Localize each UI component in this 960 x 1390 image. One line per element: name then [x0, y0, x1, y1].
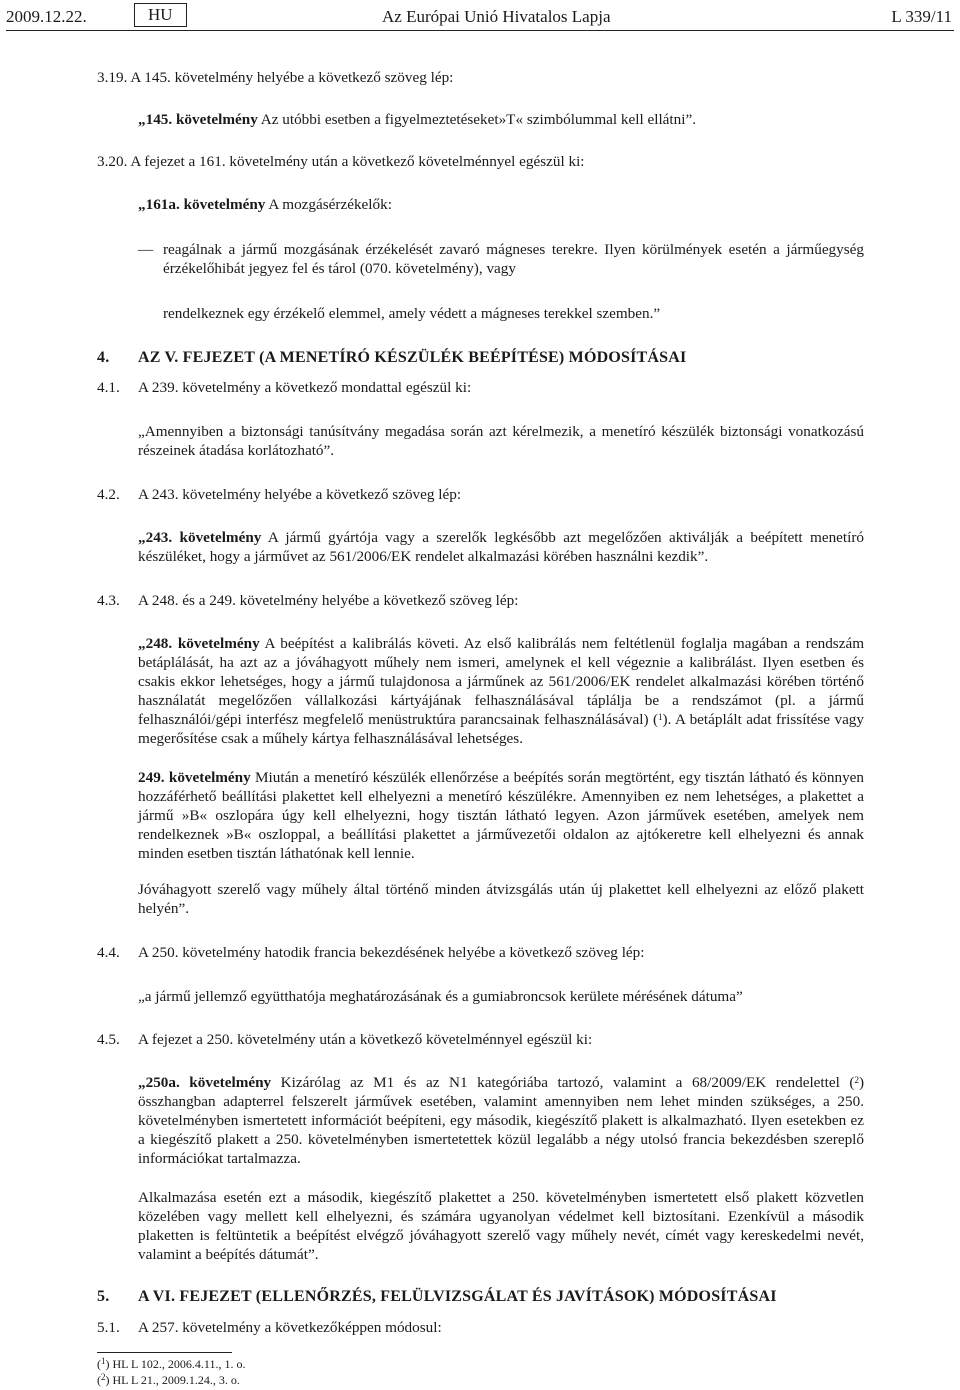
- quote-250a: [138, 1073, 864, 1168]
- para-number: 4.1.: [97, 379, 120, 396]
- req-text: Miután a menetíró készülék ellenőrzése a beépítés során megtörtént, egy tisztán látható és könnyen hozzáférhető beállítási plakettet kell elhelyezni a menetíró készülékre. Amennyiben ez nem lehetséges, a plakettet a jármű »B« oszlopára úgy kell elhelyezni, hogy tisztán látható legyen. Azon járművek esetében, amelyek nem rendelkeznek »B« oszloppal, a beállítási plakettet a járművezetői oldalon az ajtókeretre kell elhelyezni és annak minden esetben tisztán láthatónak kell lennie.: [138, 769, 864, 862]
- para-number: 4.5.: [97, 1031, 120, 1048]
- req-text: Az utóbbi esetben a figyelmeztetéseket»T« szimbólummal kell ellátni”.: [257, 111, 696, 128]
- para-text: A fejezet a 250. követelmény után a következő követelménnyel egészül ki:: [138, 1031, 593, 1048]
- req-text: Kizárólag az M1 és az N1 kategóriába tartozó, valamint a 68/2009/EK rendelettel (: [271, 1074, 855, 1091]
- para-number: 4.3.: [97, 592, 120, 609]
- req-label: 249. követelmény: [138, 769, 251, 786]
- req-text: ) összhangban adapterrel felszerelt járművek esetében, valamint amennyiben nem lehet minden szükséges, a 250. követelményben ismertetett információt beépíteni, egy második, kiegészítő plakett is alkalmazható. Ilyen esetekben ez a kiegészítő plakett a 250. követelményben ismertetettek közül legalább a négy utolsó francia bekezdésben szereplő információkat tartalmazza.: [138, 1074, 864, 1167]
- quote-145: [138, 110, 864, 129]
- journal-title: Az Európai Unió Hivatalos Lapja: [382, 7, 611, 26]
- section-title: AZ V. FEJEZET (A MENETÍRÓ KÉSZÜLÉK BEÉPÍTÉSE) MÓDOSÍTÁSAI: [138, 349, 687, 366]
- para-text: A 250. követelmény hatodik francia bekezdésének helyébe a következő szöveg lép:: [138, 944, 645, 961]
- section-number: 4.: [97, 349, 110, 366]
- para-number: 4.2.: [97, 486, 120, 503]
- footnote-ref[interactable]: 2: [854, 1075, 859, 1085]
- req-text: A mozgásérzékelők:: [265, 196, 392, 213]
- language-badge: HU: [134, 3, 187, 27]
- req-label: „161a. követelmény: [138, 196, 266, 213]
- list-item: reagálnak a jármű mozgásának érzékelését zavaró mágneses terekre. Ilyen körülmények esetén a járműegység érzékelőhibát jegyez fel és tárol (070. követelmény), vagy: [163, 241, 864, 277]
- para-text: A 257. követelmény a következőképpen módosul:: [138, 1319, 442, 1336]
- footnote-text: HL L 102., 2006.4.11., 1. o.: [112, 1357, 246, 1371]
- header-rule: [6, 30, 954, 31]
- req-label: „243. követelmény: [138, 529, 262, 546]
- footnote: ($^1$) HL L 102., 2006.4.11., 1. o.: [97, 1356, 246, 1371]
- list-item: rendelkeznek egy érzékelő elemmel, amely védett a mágneses terekkel szemben.”: [163, 305, 661, 322]
- section-number: 5.: [97, 1288, 110, 1305]
- quote-249-cont: Jóváhagyott szerelő vagy műhely által történő minden átvizsgálás után új plakettet kell elhelyezni az előző plakett helyén”.: [138, 881, 864, 917]
- para-text: A 243. követelmény helyébe a következő szöveg lép:: [138, 486, 462, 503]
- req-label: „145. követelmény: [138, 111, 258, 128]
- quote-239: „Amennyiben a biztonsági tanúsítvány megadása során azt kérelmezik, a menetíró készülék biztonsági vonatkozású részeinek átadása korlátozható”.: [138, 423, 864, 459]
- publication-date: 2009.12.22.: [6, 7, 87, 26]
- quote-243: [138, 528, 864, 566]
- req-label: „248. követelmény: [138, 635, 260, 652]
- footnote-text: HL L 21., 2009.1.24., 3. o.: [112, 1373, 240, 1387]
- footnote-ref[interactable]: 1: [658, 712, 663, 722]
- req-label: „250a. követelmény: [138, 1074, 272, 1091]
- req-text: ). A betáplált adat frissítése vagy megerősítése csak a műhely kártya felhasználásával lehetséges.: [138, 711, 864, 747]
- page-header: [0, 6, 960, 30]
- req-text: A beépítést a kalibrálás követi. Az első kalibrálás nem feltétlenül foglalja magában a rendszám betáplálását, ha azt az a jóváhagyott műhely nem ismeri, amelynek el kell végeznie a kalibrálást. Ilyen esetben és csakis ekkor lehetséges, hogy a jármű tulajdonosa a járműnek az 561/2006/EK rendelet alkalmazási körében történő használatát megelőzően vállalkozási kártyájának felhasználásával táplálja be a rendszámot (pl. a jármű felhasználói/gépi interfész megfelelő menüstruktúra parancsainak felhasználásával) (: [138, 635, 865, 728]
- quote-248: [138, 634, 864, 748]
- footnote-mark: 1: [101, 1356, 106, 1366]
- quote-250a-cont: Alkalmazása esetén ezt a második, kiegészítő plakettet a 250. követelményben ismertetett első plakett közvetlen közelében vagy mellett kell elhelyezni, és számára ugyanolyan védelmet kell biztosítani. Ezenkívül a második plaketten is feltüntetik a beépítést elvégző jóváhagyott szerelő vagy műhely nevét, címét vagy kereskedelmi nevét, valamint a beépítés dátumát”.: [138, 1189, 864, 1263]
- page-number: L 339/11: [891, 7, 952, 26]
- req-text: A jármű gyártója vagy a szerelők legkésőbb azt megelőzően aktiválják a beépített menetíró készüléket, hogy a járművet az 561/2006/EK rendelet alkalmazási körében használni kezdik”.: [138, 529, 865, 565]
- footnote-mark: 2: [101, 1372, 106, 1382]
- para-3-20: 3.20. A fejezet a 161. követelmény után a következő követelménnyel egészül ki:: [97, 153, 585, 170]
- para-text: A 239. követelmény a következő mondattal egészül ki:: [138, 379, 472, 396]
- footnote: ($^2$) HL L 21., 2009.1.24., 3. o.: [97, 1372, 240, 1387]
- para-number: 4.4.: [97, 944, 120, 961]
- quote-249: [138, 768, 864, 863]
- quote-161a: [138, 195, 864, 214]
- list-dash: —: [138, 241, 154, 258]
- footnote-rule: [97, 1352, 232, 1353]
- para-3-19: 3.19. A 145. követelmény helyébe a következő szöveg lép:: [97, 69, 454, 86]
- para-number: 5.1.: [97, 1319, 120, 1336]
- quote-250-indent: „a jármű jellemző együtthatója meghatározásának és a gumiabroncsok kerülete mérésének dátuma”: [138, 988, 743, 1005]
- para-text: A 248. és a 249. követelmény helyébe a következő szöveg lép:: [138, 592, 519, 609]
- section-title: A VI. FEJEZET (ELLENŐRZÉS, FELÜLVIZSGÁLAT ÉS JAVÍTÁSOK) MÓDOSÍTÁSAI: [138, 1288, 777, 1305]
